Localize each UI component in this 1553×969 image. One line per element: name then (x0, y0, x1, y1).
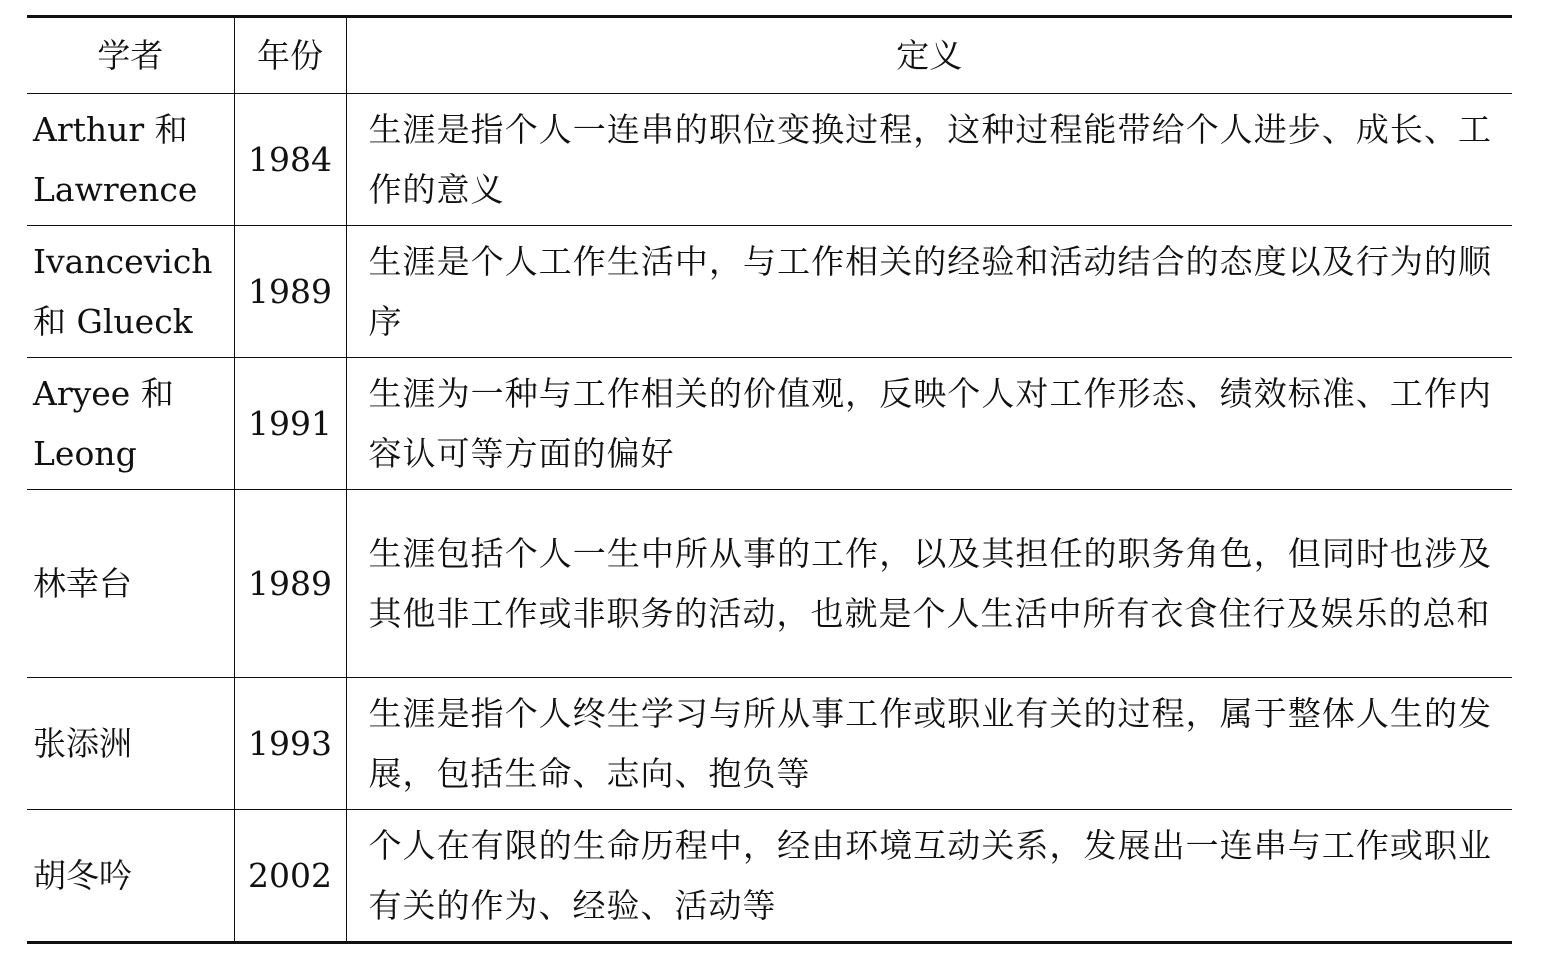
year-cell: 1989 (234, 490, 346, 678)
year-cell: 1991 (234, 358, 346, 490)
career-definitions-table (27, 15, 1512, 944)
table-header-row (27, 17, 1512, 94)
header-scholar: 学者 (27, 17, 234, 94)
definition-cell: 个人在有限的生命历程中，经由环境互动关系，发展出一连串与工作或职业有关的作为、经验、活动等 (346, 810, 1512, 943)
table-row (27, 358, 1512, 490)
scholar-cell: Ivancevich 和 Glueck (27, 226, 234, 358)
definition-cell: 生涯包括个人一生中所从事的工作，以及其担任的职务角色，但同时也涉及其他非工作或非职务的活动，也就是个人生活中所有衣食住行及娱乐的总和 (346, 490, 1512, 678)
year-cell: 1993 (234, 678, 346, 810)
year-cell: 2002 (234, 810, 346, 943)
table-row (27, 490, 1512, 678)
header-year: 年份 (234, 17, 346, 94)
definition-cell: 生涯是个人工作生活中，与工作相关的经验和活动结合的态度以及行为的顺序 (346, 226, 1512, 358)
definition-cell: 生涯为一种与工作相关的价值观，反映个人对工作形态、绩效标准、工作内容认可等方面的偏好 (346, 358, 1512, 490)
table-row (27, 810, 1512, 943)
scholar-cell: 林幸台 (27, 490, 234, 678)
definition-cell: 生涯是指个人一连串的职位变换过程，这种过程能带给个人进步、成长、工作的意义 (346, 94, 1512, 226)
table-row (27, 678, 1512, 810)
year-cell: 1984 (234, 94, 346, 226)
definition-cell: 生涯是指个人终生学习与所从事工作或职业有关的过程，属于整体人生的发展，包括生命、志向、抱负等 (346, 678, 1512, 810)
table-row (27, 226, 1512, 358)
scholar-cell: Aryee 和 Leong (27, 358, 234, 490)
year-cell: 1989 (234, 226, 346, 358)
scholar-cell: Arthur 和 Lawrence (27, 94, 234, 226)
definitions-table-container (27, 15, 1512, 944)
header-definition: 定义 (346, 17, 1512, 94)
scholar-cell: 张添洲 (27, 678, 234, 810)
scholar-cell: 胡冬吟 (33, 855, 132, 895)
table-row (27, 94, 1512, 226)
